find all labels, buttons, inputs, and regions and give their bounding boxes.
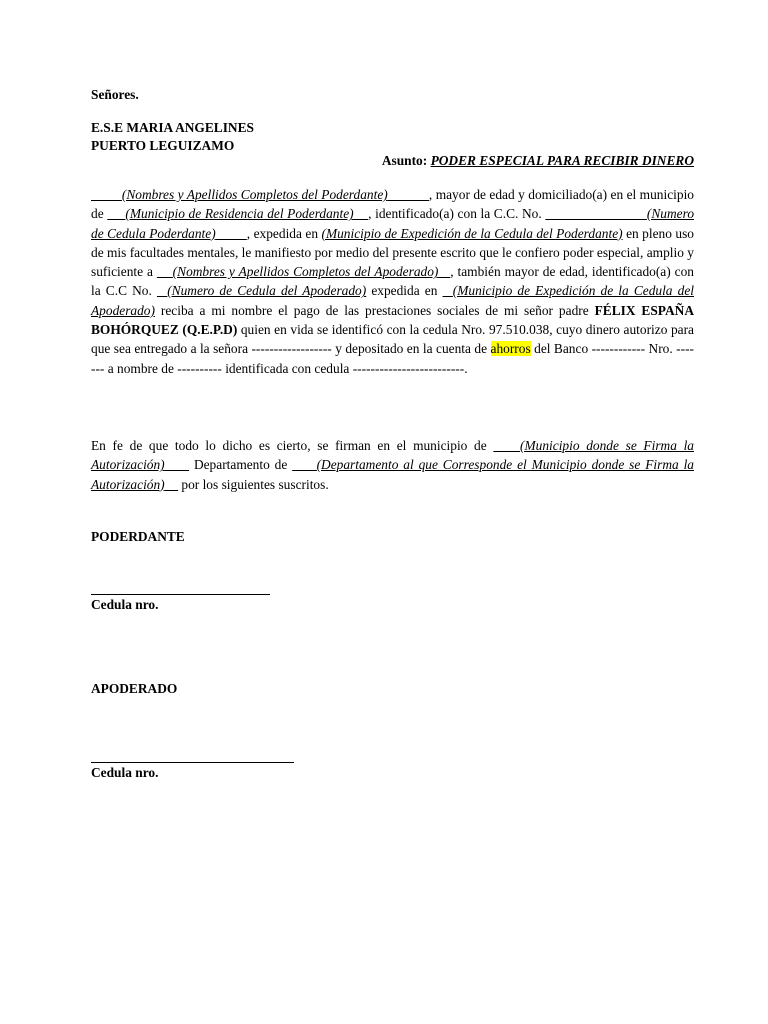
- field-expedition-apoderado: (Municipio de Expedición de la Cedula del Apoderado): [91, 283, 694, 318]
- field-signing-municipality: (Municipio donde se Firma la Autorización): [91, 438, 694, 473]
- poderdante-heading: PODERDANTE: [91, 529, 185, 544]
- poderdante-cedula-label: Cedula nro.: [91, 597, 159, 612]
- field-residence: (Municipio de Residencia del Poderdante): [125, 206, 354, 222]
- apoderado-heading: APODERADO: [91, 681, 178, 696]
- poderdante-signature-line: [91, 594, 270, 595]
- greeting: Señores.: [91, 87, 139, 102]
- recipient-block: [91, 119, 694, 155]
- recipient-line-1: E.S.E MARIA ANGELINES: [91, 120, 254, 135]
- body-paragraph-2: En fe de que todo lo dicho es cierto, se firman en el municipio de (Municipio donde se Firma la Autorización) Departamento de (Departamento al que Corresponde el Municipio donde se Firma la Autorización) por los siguientes suscritos.: [91, 438, 694, 492]
- subject-label: Asunto:: [381, 153, 428, 168]
- field-department: (Departamento al que Corresponde el Municipio donde se Firma la Autorización): [91, 457, 694, 492]
- apoderado-signature-line: [91, 762, 294, 763]
- recipient-line-2: PUERTO LEGUIZAMO: [91, 138, 235, 153]
- apoderado-cedula-label: Cedula nro.: [91, 765, 159, 780]
- subject-line: [91, 152, 694, 170]
- highlighted-account-type: ahorros: [490, 341, 531, 357]
- field-cedula-poderdante: (Numero de Cedula Poderdante): [91, 206, 695, 241]
- field-expedition-poderdante: (Municipio de Expedición de la Cedula del Poderdante): [321, 225, 623, 241]
- field-cedula-apoderado: (Numero de Cedula del Apoderado): [167, 283, 367, 299]
- field-apoderado-name: (Nombres y Apellidos Completos del Apoderado): [172, 264, 439, 280]
- field-poderdante-name: (Nombres y Apellidos Completos del Poderdante): [121, 187, 388, 202]
- father-name: FÉLIX ESPAÑA BOHÓRQUEZ (Q.E.P.D): [91, 302, 694, 338]
- subject-text: PODER ESPECIAL PARA RECIBIR DINERO: [430, 153, 694, 168]
- body-paragraph-1: (Nombres y Apellidos Completos del Poderdante) , mayor de edad y domiciliado(a) en el municipio de (Municipio de Residencia del Poderdante) , identificado(a) con la C.C. No. (Numero de Cedula Poderdante) , expedida en (Municipio de Expedición de la Cedula del Poderdante) en pleno uso de mis facultades mentales, le manifiesto por medio del presente escrito que le confiero poder especial, amplio y suficiente a (Nombres y Apellidos Completos del Apoderado) , también mayor de edad, identificado(a) con la C.C No. (Numero de Cedula del Apoderado) expedida en (Municipio de Expedición de la Cedula del Apoderado) reciba a mi nombre el pago de las prestaciones sociales de mi señor padre FÉLIX ESPAÑA BOHÓRQUEZ (Q.E.P.D) quien en vida se identificó con la cedula Nro. 97.510.038, cuyo dinero autorizo para que sea entregado a la señora ------------------ y depositado en la cuenta de ahorros del Banco ------------ Nro. ------- a nombre de ---------- identificada con cedula -------------------------.: [91, 187, 695, 376]
